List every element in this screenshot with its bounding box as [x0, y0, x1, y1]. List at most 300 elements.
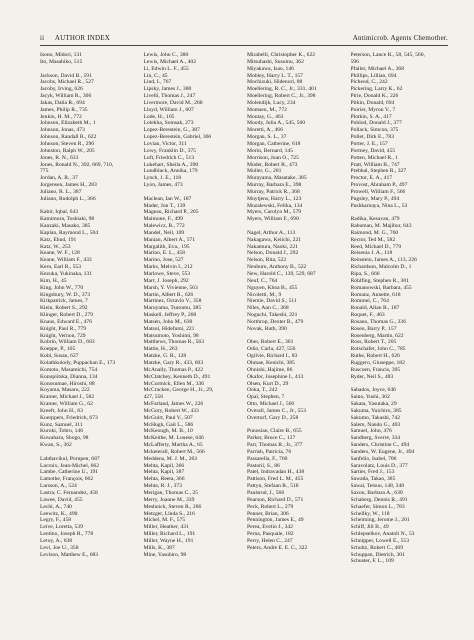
index-entry: Rotschafer, John C., 785: [350, 346, 406, 353]
index-entry: Margalith, Eva., 195: [143, 243, 190, 250]
index-entry: Pohlod, Donald J., 377: [350, 120, 402, 127]
index-entry: Ross, Robert T., 205: [350, 339, 397, 346]
index-section-gap: [247, 223, 345, 230]
index-entry: Jakas, Dalia R., 694: [40, 99, 85, 106]
index-entry: Pirie, Donald K., 226: [350, 93, 399, 100]
index-entry: Overturf, Gary D., 258: [247, 414, 299, 421]
index-entry: Richardson, Malcolm D., 1: [350, 264, 412, 271]
index-entry: Lastra, C. Fernandez, 458: [40, 490, 98, 496]
index-entry: Poirier, Myron V., 7: [350, 106, 396, 113]
index-entry: Samuel, John, 476: [350, 428, 392, 435]
index-entry: Matthews, Thomas R., 563: [143, 339, 204, 346]
index-entry: Maskell, Jeffrey P., 268: [143, 312, 197, 319]
index-entry: Novak, Ruth, 390: [247, 325, 287, 332]
index-entry: Pollack, Simcon, 375: [350, 127, 399, 134]
index-section-gap: [351, 381, 449, 388]
index-entry: Mirabelli, Christopher K., 622: [247, 52, 316, 58]
index-entry: Jordan, A. R., 37: [40, 175, 78, 182]
index-entry: Pushkarnaya, Nina L., 53: [350, 202, 408, 209]
index-entry: Leive, Loretta, 539: [40, 524, 83, 531]
index-entry: Lind, I., 767: [143, 79, 172, 86]
index-entry: Kim, H., 45: [40, 277, 67, 284]
index-entry: Ohnishi, Hajime, 86: [247, 366, 293, 373]
index-entry: Konosumae, Hiroshi, 88: [40, 380, 95, 387]
index-entry: Kingsbury, W. D., 373: [40, 291, 91, 298]
index-entry: Nelson, Donald J., 292: [247, 250, 299, 257]
index-entry: Sakumo, Takashi, 742: [350, 414, 401, 421]
index-entry: Lentino, Joseph R., 778: [40, 531, 94, 538]
index-entry: Rahuman, M. Majibur, 643: [350, 223, 412, 230]
index-entry: Larsson, A., 524: [40, 483, 77, 490]
index-column-1: [40, 52, 138, 565]
index-entry: Lopez-Berestein, G., 387: [143, 127, 200, 134]
index-section-gap: [247, 333, 345, 340]
index-entry: Passarella, F., 760: [247, 455, 288, 462]
index-entry: Montay, G., 463: [247, 113, 284, 120]
index-entry: Peck, Robert L., 279: [247, 503, 294, 510]
index-entry: Muller, G., 281: [247, 168, 282, 175]
index-entry: Marks, Melvin I., 212: [143, 264, 193, 271]
index-entry: McKeithe, M. Louese, 646: [143, 435, 204, 442]
index-entry: Lloyd, William J., 607: [143, 106, 194, 113]
index-entry: Merigan, Thomas C., 25: [143, 490, 199, 496]
index-entry: Jones, R. N., 633: [40, 154, 79, 161]
index-entry: Parker, Bruce C., 137: [247, 435, 296, 442]
index-entry: Kanzaki, Masako, 385: [40, 223, 91, 230]
index-entry: Koyama, Masaru, 222: [40, 387, 90, 394]
index-entry: Marlowe, Steve, 553: [143, 271, 191, 277]
index-entry: Pitkin, Donald, 694: [350, 99, 395, 106]
index-entry: Knight, Paul R., 779: [40, 325, 86, 332]
index-entry: Neuf, C., 764: [247, 277, 278, 284]
index-entry: Momsen, M., 772: [247, 106, 287, 113]
index-entry: Moretti, A., 466: [247, 127, 283, 134]
index-entry: Rohlfing, Stephen R., 301: [350, 277, 409, 284]
index-entry: Isono, Midori, 131: [40, 52, 82, 58]
index-entry: Rommel, C., 764: [350, 298, 389, 305]
index-entry: Manian, Albert A., 571: [143, 236, 196, 243]
index-entry: Lynch, J. E., 118: [143, 175, 182, 182]
index-entry: Kunz, Samuel, 311: [40, 421, 83, 428]
index-entry: Levi, Joe U., 358: [40, 544, 79, 551]
index-entry: Portney, David, 455: [350, 147, 396, 154]
index-entry: Pattison, Fred L. M., 455: [247, 476, 304, 483]
index-entry: Sartier, Fred J., 153: [350, 469, 395, 476]
index-entry: Ito, Masahiko, 515: [40, 58, 83, 65]
index-entry: Juliano, Rudolph L., 366: [40, 195, 96, 202]
index-entry: Mitsuhashi, Susumu, 362: [247, 58, 304, 65]
index-entry: New, Harold C., 139, 529, 687: [247, 271, 316, 277]
index-entry: Martinez, Octavio V., 358: [143, 298, 202, 305]
index-section-gap: [40, 203, 138, 210]
index-entry: Juliano, R. L., 387: [40, 188, 82, 195]
index-entry: Ruthe, Robert H., 626: [350, 353, 400, 360]
index-entry: Ripa, S., 666: [350, 271, 380, 277]
index-section-gap: [40, 66, 138, 73]
index-entry: Romanz, Annette, 618: [350, 291, 401, 298]
index-entry: Penner, Brian, 306: [247, 510, 289, 517]
index-entry: Pastorii, S., 86: [247, 462, 280, 469]
index-entry: Michel, M. F., 575: [143, 517, 186, 524]
index-entry: Schnipper, Lowell E., 553: [350, 537, 409, 544]
index-entry: Nakagawa, Keiichi, 221: [247, 236, 302, 243]
index-entry: Lewis, John C., 380: [143, 52, 189, 58]
index-entry: Lyon, James, 473: [143, 182, 183, 189]
index-entry: Jacobs, Michael R., 527: [40, 79, 94, 86]
running-header: [40, 34, 448, 46]
index-entry: Sakata, Yasutaka, 29: [350, 401, 397, 408]
index-entry: Murayama, Masatake, 385: [247, 175, 307, 182]
index-entry: Keane, William F., 433: [40, 257, 92, 264]
index-entry: Matsen, John M., 630: [143, 318, 193, 325]
index-column-4: [351, 52, 449, 565]
index-section-gap: [247, 422, 345, 429]
index-entry: Sakuma, Yuichiro, 385: [350, 407, 402, 414]
index-column-2: [144, 52, 242, 565]
index-entry: Miller, Wayne H., 191: [143, 537, 194, 544]
index-entry: Marino, Jose, 527: [143, 257, 184, 264]
index-entry: Proctor, E. A., 417: [350, 175, 393, 182]
index-entry: Scheiming, Jerome J., 201: [350, 517, 410, 524]
index-entry: Patel, Indravadan H., 438: [247, 469, 305, 476]
index-entry: Noguchi, Takeshi, 221: [247, 312, 298, 319]
index-entry: Lawee, David, 455: [40, 496, 83, 503]
index-entry: McLafferty, Martha A., 65: [143, 442, 203, 449]
index-entry: Mageau, Richard P., 205: [143, 209, 199, 216]
index-entry: Muder, Robert R., 473: [247, 161, 298, 168]
index-entry: James, Philip R., 735: [40, 106, 88, 113]
index-entry: Mehta, Reeta, 366: [143, 476, 185, 483]
index-entry: Mochizuki, Hidenori, 88: [247, 79, 303, 86]
index-entry: Lacroix, Jean-Michel, 662: [40, 462, 100, 469]
index-entry: Sanders, W. Eugene, Jr., 494: [350, 448, 415, 455]
index-entry: Ruggero, Giuseppe, 182: [350, 359, 405, 366]
index-entry: Niemie, David S., 511: [247, 298, 297, 305]
index-entry: Provost, Abraham P., 497: [350, 182, 408, 189]
section-title: AUTHOR INDEX: [54, 34, 110, 42]
index-entry: Perna, Pasquale, 182: [247, 531, 294, 538]
index-entry: McFarland, James W., 226: [143, 401, 204, 408]
index-entry: Mandel, Neil, 109: [143, 229, 185, 236]
index-entry: Perry, Helen C., 247: [247, 537, 293, 544]
index-entry: 596: [350, 58, 359, 65]
index-entry: Miller, Heather, 431: [143, 524, 189, 531]
index-column-3: [247, 52, 345, 565]
index-entry: Pollet, Dirk E., 783: [350, 134, 395, 141]
index-entry: Lipsky, James J., 380: [143, 86, 192, 93]
index-entry: McHugh, Gail L., 586: [143, 421, 194, 428]
index-entry: McCormick, Ellen M., 336: [143, 380, 205, 387]
index-entry: Kern, Earl R., 553: [40, 264, 82, 271]
index-entry: Schellky, W., 118: [350, 510, 390, 517]
index-entry: Levison, Matthew E., 683: [40, 551, 99, 558]
index-entry: Jones, Ronald N., 392, 669, 710,: [40, 161, 114, 168]
index-entry: Prowell, William F., 566: [350, 188, 406, 195]
index-entry: Ryder, Neil S., 483: [350, 373, 394, 380]
index-entry: Martin, Albert R., 626: [143, 291, 194, 298]
index-entry: Marsh, Y. Vivienne, 563: [143, 284, 198, 291]
index-entry: Maclean, Ian W., 187: [143, 195, 192, 202]
index-entry: Moody, Julia A., 545, 560: [247, 120, 306, 127]
index-entry: Legry, F., 458: [40, 517, 72, 524]
index-entry: Plotkin, S. A., 417: [350, 113, 392, 120]
index-entry: Matsui, Hidefumi, 221: [143, 325, 195, 332]
index-entry: Saxon, Barbara A., 630: [350, 490, 403, 496]
index-entry: Leewitz, K., 490: [40, 510, 78, 517]
index-entry: Jenkin, H. M., 772: [40, 113, 82, 120]
index-entry: Kaplan, Raymond L., 504: [40, 229, 99, 236]
index-entry: Myers, William F., 690: [247, 216, 299, 223]
index-entry: Matzke, G. R., 128: [143, 353, 187, 360]
index-entry: Romanowski, Barbara, 455: [350, 284, 412, 291]
index-entry: Otto, Michael J., 566: [247, 401, 295, 408]
index-entry: Rosen, Barry P., 157: [350, 325, 397, 332]
index-entry: Lechi, A., 740: [40, 503, 72, 510]
index-entry: Mehta, R. J., 373: [143, 483, 182, 490]
index-entry: Mine, Yasuhiro, 98: [143, 551, 187, 558]
index-entry: McGuirt, Paul V., 507: [143, 414, 193, 421]
index-entry: Potten, Michael R., 1: [350, 154, 399, 161]
index-entry: Livelli, Thomas J., 247: [143, 93, 196, 100]
index-entry: Mehta, Kapil, 366: [143, 462, 185, 469]
index-entry: Johnson, Randall R., 622: [40, 134, 97, 141]
index-entry: Meshnick, Steven R., 286: [143, 503, 202, 510]
index-entry: Lowy, Franklin D., 375: [143, 147, 196, 154]
index-entry: Leroy, A., 638: [40, 537, 73, 544]
index-entry: Ruscoen, Francis, 395: [350, 366, 401, 373]
index-entry: Kuwahara, Shogo, 98: [40, 435, 89, 442]
index-entry: Sabados, Joyce, 646: [350, 387, 396, 394]
index-entry: Jacoby, Irving, 626: [40, 86, 83, 93]
index-entry: Jacyk, William R., 306: [40, 93, 92, 100]
index-entry: Sandberg, Sverre, 334: [350, 435, 401, 442]
index-entry: Ober, Robert E., 301: [247, 339, 294, 346]
index-entry: Kamimura, Toshiaki, 98: [40, 216, 95, 223]
index-entry: Reinstein, James A., 113, 226: [350, 257, 417, 264]
index-section-gap: [144, 189, 242, 196]
index-entry: McClatchey, Kenneth D., 491: [143, 373, 211, 380]
index-entry: Lukehart, Sheila A., 390: [143, 161, 199, 168]
index-section-gap: [351, 209, 449, 216]
index-entry: Marino, E. L., 458: [143, 250, 185, 257]
index-entry: Parrish, Patricia, 76: [247, 448, 292, 455]
index-entry: Schuppan, Dietrich, 301: [350, 551, 405, 558]
index-entry: Picheod, C., 242: [350, 79, 388, 86]
index-entry: Schiff, Jill B., 49: [350, 524, 389, 531]
index-entry: Rosenberg, Martin, 622: [350, 332, 404, 339]
index-entry: Pickering, Larry K., 62: [350, 86, 403, 93]
index-entry: Sanfelio, Isabel, 706: [350, 455, 397, 462]
index-entry: Kwan, S., 362: [40, 442, 72, 449]
index-entry: Ohmae, Kenichi, 385: [247, 359, 295, 366]
index-entry: Kobrin, William D., 683: [40, 339, 95, 346]
index-entry: Koeppe, P., 105: [40, 346, 76, 353]
index-entry: Johnson, Jonas, 473: [40, 127, 85, 134]
index-entry: Salem, Nando G., 403: [350, 421, 401, 428]
index-entry: Kohl, Susan, 627: [40, 353, 79, 360]
index-entry: Murray, Barbara E., 398: [247, 182, 302, 189]
index-entry: Knaus, Edward E., 476: [40, 318, 92, 325]
index-entry: Livermore, David M., 268: [143, 99, 203, 106]
index-entry: Kolathkulody, Puppachan E., 173: [40, 359, 116, 366]
index-entry: Nicoletti, M., 9: [247, 291, 282, 298]
index-entry: Punosian, Claire B., 655: [247, 428, 302, 435]
index-entry: Koerppers, Friedrich, 673: [40, 414, 98, 421]
index-entry: Johnston, Ralph W., 205: [40, 147, 95, 154]
index-entry: Raimond, M. G., 760: [350, 229, 399, 236]
index-entry: Morgan, Catherine, 618: [247, 140, 301, 147]
index-entry: Miyakawa, Isao, 146: [247, 65, 294, 72]
author-index-columns: [40, 52, 448, 565]
index-entry: Perea, Evelio J., 342: [247, 524, 293, 531]
index-entry: Katz, Ehud, 191: [40, 236, 77, 243]
index-entry: Northrop, Dexter B., 479: [247, 318, 304, 325]
index-entry: 427, 556: [143, 394, 164, 401]
page-number: ii: [40, 34, 45, 42]
index-entry: Rosano, Thomas G., 336: [350, 318, 407, 325]
index-entry: Lundblack, Annika, 179: [143, 168, 198, 175]
index-entry: Mehta, Kapil, 387: [143, 469, 185, 476]
index-entry: Matsumoto, Yoshimi, 98: [143, 332, 199, 339]
index-entry: Meddens, M. J. M., 263: [143, 455, 198, 462]
index-entry: Pratt, William B., 747: [350, 161, 400, 168]
index-entry: Nakamura, Naoki, 221: [247, 243, 298, 250]
index-entry: Schlepselkov, Anatoli N., 53: [350, 531, 415, 538]
index-entry: McAnally, Thomas P., 422: [143, 366, 204, 373]
index-entry: Nguyen, Khoa B., 455: [247, 284, 298, 291]
index-entry: Jackson, David B., 591: [40, 72, 92, 79]
index-entry: Mader, Jon T., 139: [143, 202, 186, 209]
index-entry: Mattie, H., 263: [143, 346, 178, 353]
index-entry: Morgan, S. L., 37: [247, 134, 287, 141]
index-entry: Mobley, Harry L. T., 157: [247, 72, 303, 79]
index-entry: Kirkpatrick, James, 7: [40, 298, 88, 305]
index-entry: Kezuka, Yukinaka, 131: [40, 271, 92, 277]
index-entry: Ooka, T., 242: [247, 387, 278, 394]
index-entry: Rector, Ted M., 582: [350, 236, 396, 243]
index-entry: Li, Edwin L. F., 455: [143, 65, 189, 72]
index-entry: King, John W., 770: [40, 284, 84, 291]
index-entry: McGory, Robert W., 433: [143, 407, 199, 414]
index-entry: Peterson, Lance R., 58, 545, 560,: [350, 52, 425, 58]
index-entry: Kreeft, John H., 83: [40, 407, 83, 414]
index-entry: Matzke, Gary R., 433, 603: [143, 359, 204, 366]
index-entry: Peters, Andre E. E. C., 322: [247, 544, 308, 551]
index-section-gap: [40, 449, 138, 456]
index-entry: Lambe, Catherine U., 191: [40, 469, 99, 476]
index-entry: Molendijk, Lucy, 234: [247, 99, 296, 106]
index-entry: Kramer, Michael J., 582: [40, 394, 95, 401]
index-entry: Lamothe, François, 662: [40, 476, 94, 483]
index-entry: Reisenia J. A., 118: [350, 250, 393, 257]
index-entry: Mcketerall, Robert M., 566: [143, 448, 205, 455]
index-entry: Metzger, Linda S., 216: [143, 510, 195, 517]
index-entry: McCracken, George H., Jr., 29,: [143, 387, 214, 394]
index-entry: Kramer, William G., 62: [40, 401, 93, 408]
index-entry: Murray, Patrick R., 368: [247, 188, 300, 195]
index-entry: Marr, J. Joseph, 292: [143, 277, 189, 284]
index-entry: Mills, K., 387: [143, 544, 175, 551]
index-entry: Sanders, Christine C., 494: [350, 442, 410, 449]
index-entry: Odio, Carla, 427, 556: [247, 346, 296, 353]
index-entry: Johnson, Steven R., 296: [40, 140, 95, 147]
index-entry: Klinger, Robert D., 279: [40, 312, 93, 319]
index-entry: Ronald, Allan R., 187: [350, 305, 400, 312]
index-entry: 775: [40, 168, 49, 175]
index-entry: Reed, Michael D., 779: [350, 243, 402, 250]
index-entry: Saino, Yushi, 362: [350, 394, 390, 401]
index-entry: Phillips, Lillian, 694: [350, 72, 397, 79]
index-entry: Pearson, Richard D., 571: [247, 496, 304, 503]
index-entry: Nelson, Rita, 522: [247, 257, 287, 264]
index-entry: Radika, Kesavan, 479: [350, 216, 400, 223]
index-entry: Komoto, Masamichi, 754: [40, 366, 98, 373]
index-entry: Roquet, F., 463: [350, 312, 385, 319]
index-entry: Schaberg, Dennis R., 491: [350, 496, 408, 503]
index-entry: Olsen, Kurt D., 29: [247, 380, 289, 387]
index-entry: Pugsley, Mary P., 494: [350, 195, 400, 202]
index-entry: Malewicz, B., 772: [143, 223, 185, 230]
index-entry: Schuster, F. L., 109: [350, 558, 394, 565]
index-entry: Nagel, Arthur A., 113: [247, 229, 296, 236]
index-entry: Miller, Richard L., 191: [143, 531, 196, 538]
index-entry: Merry, Joanne M., 339: [143, 496, 195, 503]
index-entry: Parr, Thomas R., Jr., 377: [247, 442, 303, 449]
index-entry: Labthavikul, Pornpen, 687: [40, 455, 100, 462]
index-entry: Jorgensen, James H., 283: [40, 182, 97, 189]
index-entry: Konopiitska, Dianna, 134: [40, 373, 98, 380]
header-left: [40, 34, 119, 42]
index-entry: Neuburn, Anthony B., 522: [247, 264, 307, 271]
index-entry: Schultz, Robert C., 469: [350, 544, 404, 551]
index-entry: Pattyn, Stefaan R., 518: [247, 483, 299, 490]
index-entry: Sawada, Takao, 385: [350, 476, 396, 483]
index-entry: Okafor, Josephine I., 413: [247, 373, 304, 380]
index-entry: Ogilvie, Richard I., 83: [247, 353, 298, 360]
index-entry: Maimone, F., 499: [143, 216, 183, 223]
index-entry: Lode, H., 105: [143, 113, 175, 120]
journal-title: Antimicrob. Agents Chemother.: [352, 34, 448, 42]
index-entry: Lopez-Berestein, Gabriel, 366: [143, 134, 212, 141]
index-entry: Paulsrud, J., 566: [247, 490, 285, 496]
index-entry: Lin, C., 45: [143, 72, 168, 79]
index-entry: Saravolatz, Louis D., 377: [350, 462, 408, 469]
index-entry: Kabir, Iqbal, 643: [40, 209, 78, 216]
index-entry: Overall, James C., Jr., 553: [247, 407, 306, 414]
index-entry: Knight, Vernon, 729: [40, 332, 86, 339]
index-entry: Niles, Ann C., 368: [247, 305, 289, 312]
index-entry: Klein, Robert S., 292: [40, 305, 88, 312]
index-entry: Johnson, Elizabeth M., 1: [40, 120, 96, 127]
index-entry: Maruyama, Tsutomu, 385: [143, 305, 202, 312]
index-entry: Kuroki, Tohru, 146: [40, 428, 84, 435]
index-entry: Opal, Stephen, 7: [247, 394, 285, 401]
index-entry: Myers, Carolyn M., 579: [247, 209, 302, 216]
index-entry: Luft, Friedrich C., 513: [143, 154, 195, 161]
index-entry: Pennington, James E., 49: [247, 517, 304, 524]
index-entry: Moellering, R. C., Jr., 331, 401: [247, 86, 317, 93]
index-entry: Moellering, Robert C., Jr., 398: [247, 93, 316, 100]
index-entry: Pfaller, Michael A., 368: [350, 65, 405, 72]
index-entry: Muzalewski, Felika, 134: [247, 202, 303, 209]
index-entry: Lovian, Victor, 311: [143, 140, 187, 147]
index-entry: Katz, W., 253: [40, 243, 71, 250]
index-entry: McKeough, M. B., 10: [143, 428, 193, 435]
index-entry: Schaefer, Simon L., 783: [350, 503, 405, 510]
index-entry: Morin, Bernard, 145: [247, 147, 293, 154]
index-entry: Lewis, Michael A., 402: [143, 58, 197, 65]
index-entry: Morrison, Joan O., 725: [247, 154, 299, 161]
